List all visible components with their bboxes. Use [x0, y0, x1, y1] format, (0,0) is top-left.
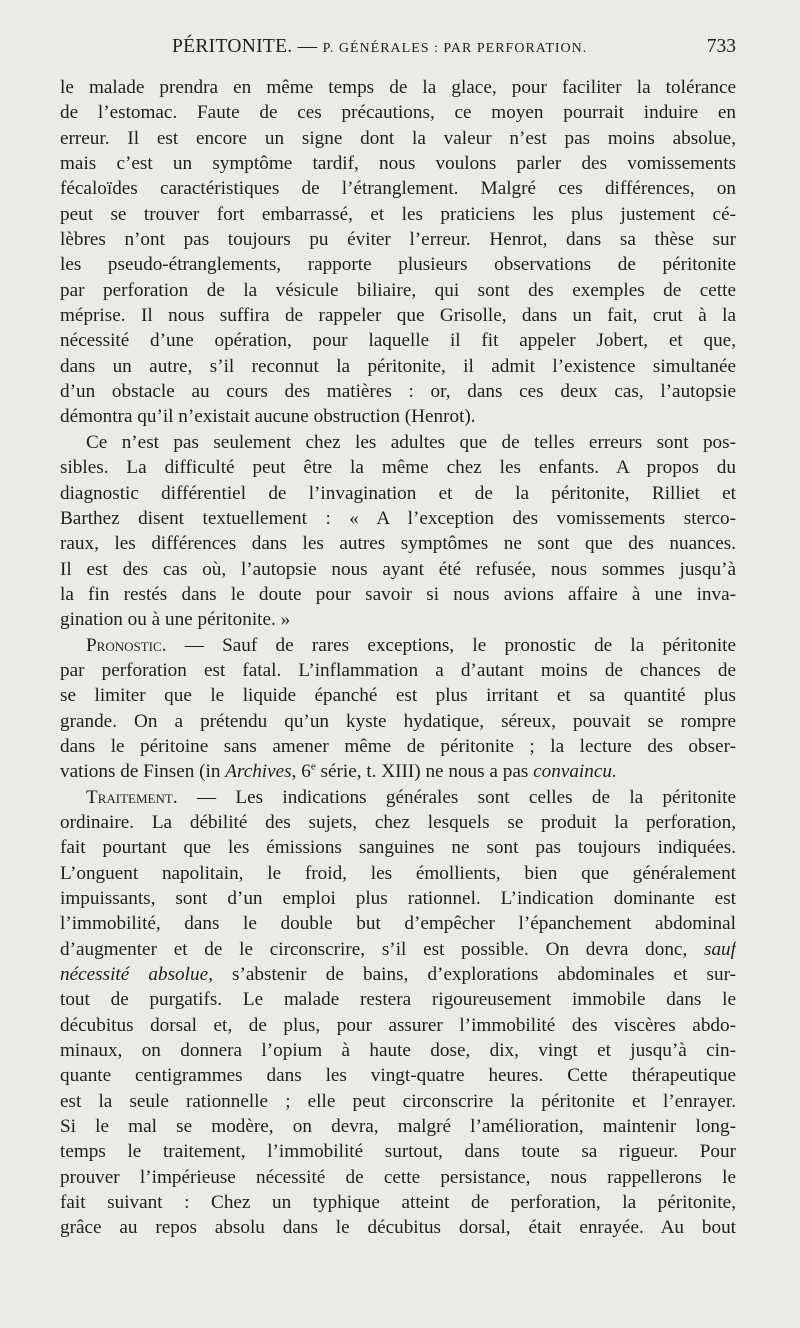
text-run: — Sauf de rares exceptions, le pronostic de la péritonite: [166, 634, 736, 656]
running-header: [60, 36, 736, 70]
italic-run: nécessité absolue,: [60, 964, 213, 986]
text-line: fait pourtant que les émissions sanguines ne sont pas toujours indiquées.: [60, 837, 736, 859]
text-line: l’immobilité, dans le double but d’empêcher l’épanchement abdominal: [60, 913, 736, 935]
text-line: est la seule rationnelle ; elle peut circonscrire la péritonite et l’enrayer.: [60, 1090, 736, 1112]
text-line: par perforation est fatal. L’inflammation a d’autant moins de chances de: [60, 659, 736, 681]
running-title-main: PÉRITONITE.: [172, 36, 293, 57]
text-run: s’abstenir de bains, d’explorations abdominales et sur-: [212, 964, 736, 986]
text-line: se limiter que le liquide épanché est plus irritant et sa quantité plus: [60, 685, 736, 707]
text-line: diagnostic différentiel de l’invagination et de la péritonite, Rilliet et: [60, 482, 736, 504]
text-line: méprise. Il nous suffira de rappeler que Grisolle, dans un fait, crut à la: [60, 305, 736, 327]
text-line: [60, 962, 736, 987]
text-line: peut se trouver fort embarrassé, et les praticiens les plus justement cé-: [60, 203, 736, 225]
text-run: vations de Finsen (in: [60, 761, 226, 783]
text-line: mais c’est un symptôme tardif, nous voulons parler des vomissements: [60, 153, 736, 175]
text-line: les pseudo-étranglements, rapporte plusieurs observations de péritonite: [60, 254, 736, 276]
text-line: raux, les différences dans les autres symptômes ne sont que des nuances.: [60, 533, 736, 555]
text-line: minaux, on donnera l’opium à haute dose, dix, vingt et jusqu’à cin-: [60, 1040, 736, 1062]
text-line: le malade prendra en même temps de la glace, pour faciliter la tolérance: [60, 77, 736, 98]
text-line: prouver l’impérieuse nécessité de cette persistance, nous rappellerons le: [60, 1166, 736, 1188]
text-line: grande. On a prétendu qu’un kyste hydatique, séreux, pouvait se rompre: [60, 710, 736, 732]
text-line: fait suivant : Chez un typhique atteint de perforation, la péritonite,: [60, 1192, 736, 1214]
superscript: e: [310, 760, 316, 773]
text-run: d’augmenter et de le circonscrire, s’il est possible. On devra donc,: [60, 938, 704, 960]
text-line: grâce au repos absolu dans le décubitus dorsal, était enrayée. Au bout: [60, 1217, 736, 1239]
text-line: Ce n’est pas seulement chez les adultes que de telles erreurs sont pos-: [86, 431, 736, 453]
text-run: , 6: [291, 761, 311, 783]
text-line: L’onguent napolitain, le froid, les émollients, bien que généralement: [60, 862, 736, 884]
text-line: Si le mal se modère, on devra, malgré l’amélioration, maintenir long-: [60, 1116, 736, 1138]
text-line: erreur. Il est encore un signe dont la valeur n’est pas moins absolue,: [60, 127, 736, 149]
body-text: [60, 75, 736, 1241]
text-line: par perforation de la vésicule biliaire, qui sont des exemples de cette: [60, 279, 736, 301]
text-line: [60, 633, 736, 658]
text-line: tout de purgatifs. Le malade restera rigoureusement immobile dans le: [60, 989, 736, 1011]
text-run: — Les indications générales sont celles de la péritonite: [177, 786, 736, 808]
text-line: la fin restés dans le doute pour savoir si nous avions affaire à une inva-: [60, 583, 736, 605]
text-line: temps le traitement, l’immobilité surtout, dans toute sa rigueur. Pour: [60, 1141, 736, 1163]
text-line: fécaloïdes caractéristiques de l’étranglement. Malgré ces différences, on: [60, 178, 736, 200]
running-title-dash: —: [292, 36, 323, 57]
italic-run: Archives: [225, 761, 292, 783]
italic-run: convaincu.: [533, 761, 617, 783]
section-heading-pronostic: Pronostic.: [86, 634, 167, 656]
text-line: Il est des cas où, l’autopsie nous ayant été refusée, nous sommes jusqu’à: [60, 558, 736, 580]
text-line: nécessité d’une opération, pour laquelle il fit appeler Jobert, et que,: [60, 330, 736, 352]
section-heading-traitement: Traitement.: [86, 786, 178, 808]
text-line: quante centigrammes dans les vingt-quatre heures. Cette thérapeutique: [60, 1065, 736, 1087]
text-line: démontra qu’il n’existait aucune obstruction (Henrot).: [60, 406, 476, 428]
text-line: Barthez disent textuellement : « A l’exception des vomissements sterco-: [60, 507, 736, 529]
text-line: impuissants, sont d’un emploi plus rationnel. L’indication dominante est: [60, 888, 736, 909]
text-line: ordinaire. La débilité des sujets, chez lesquels se produit la perforation,: [60, 811, 736, 833]
text-line: [60, 759, 736, 784]
running-title: [172, 36, 587, 58]
text-line: de l’estomac. Faute de ces précautions, ce moyen pourrait induire en: [60, 102, 736, 124]
text-line: dans un autre, s’il reconnut la péritonite, il admit l’existence simultanée: [60, 355, 736, 377]
text-line: dans le péritoine sans amener même de péritonite ; la lecture des obser-: [60, 735, 736, 757]
text-line: [60, 785, 736, 810]
text-line: décubitus dorsal et, de plus, pour assurer l’immobilité des viscères abdo-: [60, 1014, 736, 1036]
text-line: d’un obstacle au cours des matières : or, dans ces deux cas, l’autopsie: [60, 381, 736, 403]
text-line: lèbres n’ont pas toujours pu éviter l’erreur. Henrot, dans sa thèse sur: [60, 229, 736, 251]
text-run: série, t. XIII) ne nous a pas: [315, 761, 534, 783]
italic-run: sauf: [704, 938, 736, 960]
text-line: gination ou à une péritonite. »: [60, 609, 291, 631]
running-title-subtitle: P. GÉNÉRALES : PAR PERFORATION.: [322, 41, 588, 56]
text-line: [60, 937, 736, 962]
page-number: 733: [706, 36, 736, 57]
text-line: sibles. La difficulté peut être la même chez les enfants. A propos du: [60, 457, 736, 479]
